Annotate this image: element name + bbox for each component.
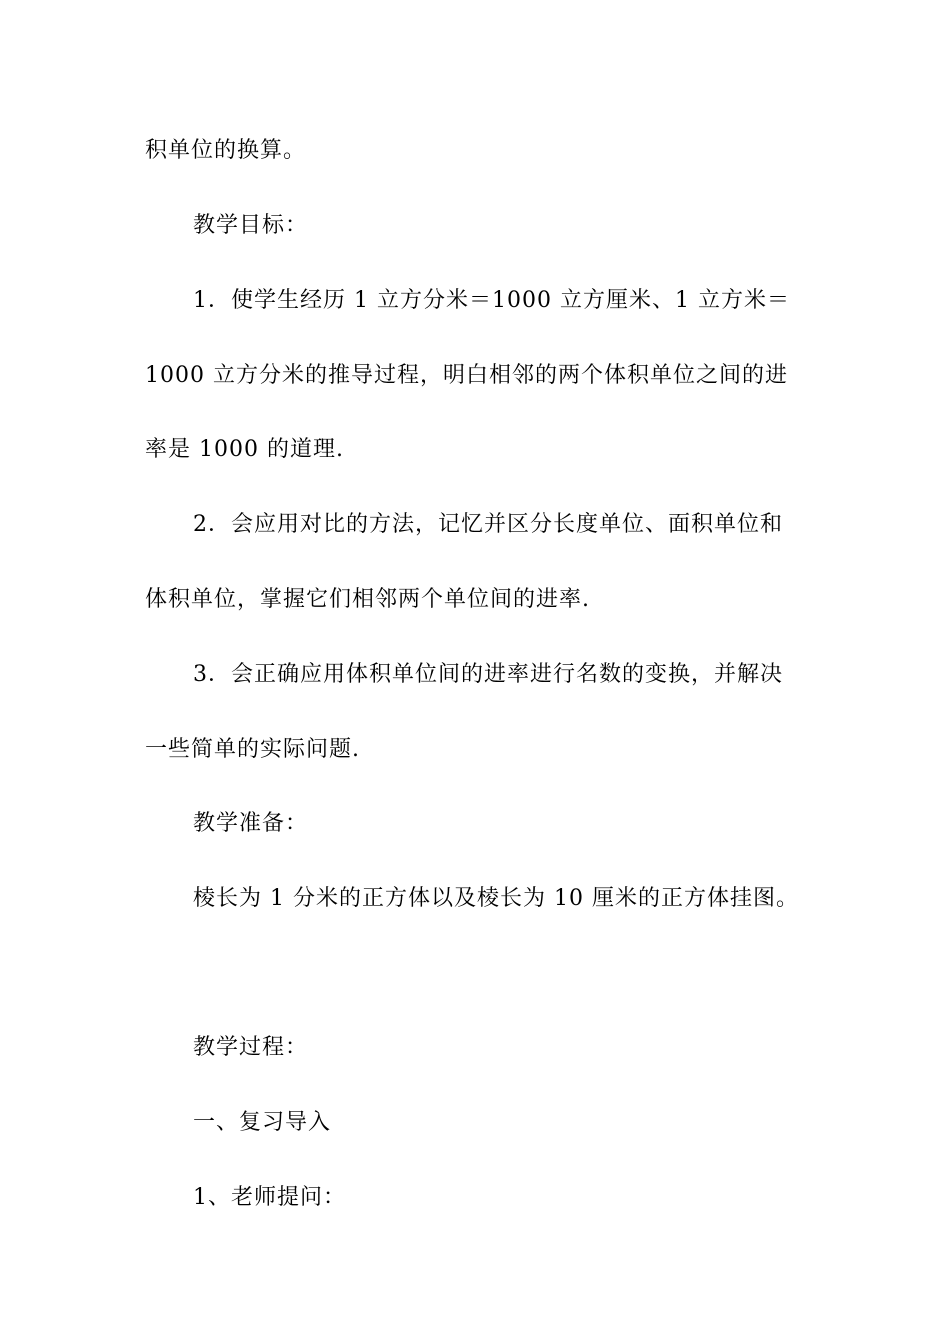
item-teacher-question: 1、老师提问： [193,1185,346,1210]
heading-teaching-process: 教学过程： [193,1035,309,1060]
preparation-text: 棱长为 1 分米的正方体以及棱长为 10 厘米的正方体挂图。 [193,886,799,911]
goal-2-line-2: 体积单位，掌握它们相邻两个单位间的进率. [145,587,590,612]
goal-1-line-1: 1．使学生经历 1 立方分米＝1000 立方厘米、1 立方米＝ [193,288,790,313]
goal-2-line-1: 2．会应用对比的方法，记忆并区分长度单位、面积单位和 [193,512,783,537]
heading-teaching-preparation: 教学准备： [193,811,309,836]
heading-teaching-goals: 教学目标： [193,213,309,238]
section-review-intro: 一、复习导入 [193,1110,332,1135]
goal-3-line-2: 一些简单的实际问题. [145,737,360,762]
text-line-continuation: 积单位的换算。 [145,138,307,163]
goal-3-line-1: 3．会正确应用体积单位间的进率进行名数的变换，并解决 [193,662,783,687]
goal-1-line-3: 率是 1000 的道理. [145,437,344,462]
goal-1-line-2: 1000 立方分米的推导过程，明白相邻的两个体积单位之间的进 [145,363,788,388]
